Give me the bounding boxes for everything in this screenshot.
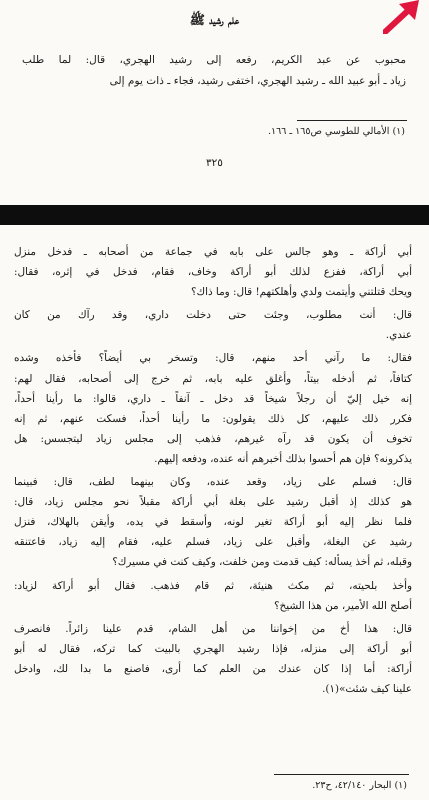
footnote: (١) البحار ٤٢/١٤٠، ح٢٣. <box>312 780 407 791</box>
text-line: كتافاً، ثم أدخله بيتاً، وأغلق عليه بابه، ثم خرج إلى أصحابه، فقال لهم: <box>14 372 412 385</box>
text-line: فكرر ذلك عليهم، كل ذلك يقولون: ما رأينا أحداً، فسكت عنهم، ثم إنه <box>14 412 412 425</box>
text-line: تخوف أن يكون قد رآه غيرهم، فذهب إلى مجلس زياد ليتجسس: هل <box>14 432 412 445</box>
footnote: (١) الأمالي للطوسي ص١٦٥ ـ ١٦٦. <box>267 126 405 137</box>
text-line: أراكة: أما إذا كان عندك من العلم كما أرى، فاصنع ما بدا لك، وادخل <box>14 662 412 675</box>
text-line: قال: أنت مطلوب، وجئت حتى دخلت داري، وقد رآك من كان <box>14 309 412 322</box>
text-line: فقال: ما رآني أحد منهم، قال: وتسخر بي أيضاً؟ فأخذه وشده <box>14 352 412 365</box>
text-line: زياد ـ أبو عبيد الله ـ رشيد الهجري، اختفى رشيد، فجاء ـ ذات يوم إلى <box>109 75 406 87</box>
text-line: أبي أراكة ـ وهو جالس على بابه في جماعة من أصحابه ـ فدخل منزل <box>14 246 412 258</box>
text-line: محبوب عن عبد الكريم، رفعه إلى رشيد الهجري، قال: لما طلب <box>22 54 406 66</box>
text-line: وأخذ بلحيته، ثم مكث هنيئة، ثم قام فذهب. فقال أبو أراكة لزياد: <box>14 579 412 592</box>
page-lower <box>0 225 429 800</box>
footnote-separator <box>274 774 409 775</box>
text-line: رشيد عن البغلة، وأقبل على زياد، فسلم عليه، فقام إليه زياد، فاعتنقه <box>14 536 412 549</box>
text-line: أبو أراكة إلى منزله، فإذا رشيد الهجري بالبيت كما تركه، فقال له أبو <box>14 642 412 655</box>
text-line: هو كذلك إذ أقبل رشيد على بغلة أبي أراكة مقبلاً نحو مجلس زياد، قال: <box>14 496 412 509</box>
text-line: أبي أراكة، ففزع لذلك أبو أراكة وخاف، فقام، فدخل في إثره، فقال: <box>14 266 412 279</box>
text-line: إنه خيل إليّ أن رجلاً شيخاً قد دخل ـ آنفاً ـ داري، قالوا: ما رأينا أحداً، <box>14 392 412 405</box>
text-line: ويحك قتلتني وأيتمت ولدي وأهلكتهم! قال: وما ذاك؟ <box>191 286 412 299</box>
text-line: يذكرونه؟ فإن هم أحسوا بذلك أخبرهم أنه عنده، ودفعه إليهم. <box>154 452 412 465</box>
page-upper <box>0 0 429 205</box>
lower-text <box>14 242 412 699</box>
page-header: علم رشيد ﷺ <box>189 12 240 27</box>
page-number: ٣٢٥ <box>206 157 223 169</box>
footnote-separator <box>297 120 407 121</box>
text-line: وقبله، ثم أخذ يسأله: كيف قدمت ومن خلفت، وكيف كنت في مسيرك؟ <box>112 556 412 569</box>
text-line: فلما نظر إليه أبو أراكة تغير لونه، وأسقط في يده، وأيقن بالهلاك، فنزل <box>14 516 412 529</box>
text-line: أصلح الله الأمير، من هذا الشيخ؟ <box>273 599 412 612</box>
text-line: قال: فسلم على زياد، وقعد عنده، وكان بينهما لطف، قال: فبينما <box>14 476 412 489</box>
page-divider <box>0 205 429 225</box>
text-line: علينا كيف شئت»(١). <box>322 682 412 695</box>
text-line: عندي. <box>385 329 412 342</box>
text-line: قال: هذا أخ من إخواننا من أهل الشام، قدم علينا زائراً. فانصرف <box>14 622 412 635</box>
upper-text <box>22 50 406 92</box>
